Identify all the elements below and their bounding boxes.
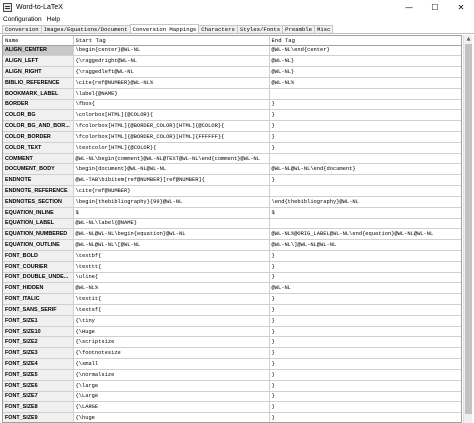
row-end-tag-cell[interactable]: }: [269, 250, 462, 261]
table-row[interactable]: [3, 110, 462, 121]
row-start-tag-cell[interactable]: {\footnotesize: [73, 348, 269, 359]
close-icon[interactable]: ✕: [457, 2, 465, 12]
table-row[interactable]: [3, 142, 462, 153]
table-row[interactable]: [3, 240, 462, 251]
table-row[interactable]: [3, 132, 462, 143]
table-row[interactable]: [3, 261, 462, 272]
row-name-cell[interactable]: ALIGN_LEFT: [3, 56, 73, 67]
row-name-cell[interactable]: ALIGN_RIGHT: [3, 67, 73, 78]
row-start-tag-cell[interactable]: {\small: [73, 359, 269, 370]
table-row[interactable]: [3, 391, 462, 402]
column-header-end-tag[interactable]: End Tag: [269, 36, 462, 45]
row-start-tag-cell[interactable]: {\large: [73, 380, 269, 391]
column-header-name[interactable]: Name: [3, 36, 73, 45]
scroll-up-arrow-icon[interactable]: ▲: [466, 36, 471, 42]
row-end-tag-cell[interactable]: }: [269, 261, 462, 272]
tab-bar: [0, 25, 474, 34]
tab-styles-fonts[interactable]: Styles/Fonts: [237, 25, 283, 33]
row-start-tag-cell[interactable]: @WL-NL%: [73, 283, 269, 294]
row-name-cell[interactable]: COLOR_BORDER: [3, 132, 73, 143]
tab-misc[interactable]: Misc: [314, 25, 333, 33]
row-start-tag-cell[interactable]: \begin{center}@WL-NL: [73, 45, 269, 56]
row-name-cell[interactable]: EQUATION_LABEL: [3, 218, 73, 229]
row-start-tag-cell[interactable]: {\raggedleft@WL-NL: [73, 67, 269, 78]
table-body: [3, 45, 462, 423]
row-end-tag-cell[interactable]: }: [269, 272, 462, 283]
row-start-tag-cell[interactable]: \uline{: [73, 272, 269, 283]
maximize-icon[interactable]: ☐: [431, 2, 439, 12]
row-name-cell[interactable]: FONT_SIZE2: [3, 337, 73, 348]
row-end-tag-cell[interactable]: }: [269, 99, 462, 110]
row-name-cell[interactable]: FONT_ITALIC: [3, 294, 73, 305]
row-start-tag-cell[interactable]: \textit{: [73, 294, 269, 305]
table-row[interactable]: [3, 326, 462, 337]
row-start-tag-cell[interactable]: \textcolor[HTML]{@COLOR}{: [73, 142, 269, 153]
row-start-tag-cell[interactable]: \fcolorbox[HTML]{@BORDER_COLOR}[HTML]{@COLOR}{: [73, 121, 269, 132]
table-row[interactable]: [3, 359, 462, 370]
row-name-cell[interactable]: FONT_SANS_SERIF: [3, 305, 73, 316]
table-row[interactable]: [3, 175, 462, 186]
table-row[interactable]: [3, 380, 462, 391]
row-start-tag-cell[interactable]: \colorbox[HTML]{@COLOR}{: [73, 110, 269, 121]
row-name-cell[interactable]: BORDER: [3, 99, 73, 110]
row-end-tag-cell[interactable]: [269, 218, 462, 229]
row-end-tag-cell[interactable]: }: [269, 380, 462, 391]
table-row[interactable]: [3, 164, 462, 175]
row-start-tag-cell[interactable]: \fcolorbox[HTML]{@BORDER_COLOR}[HTML]{FFFFFF}{: [73, 132, 269, 143]
row-start-tag-cell[interactable]: {\raggedright@WL-NL: [73, 56, 269, 67]
tab-images-equations-document[interactable]: Images/Equations/Document: [41, 25, 131, 33]
row-start-tag-cell[interactable]: {\Large: [73, 391, 269, 402]
row-name-cell[interactable]: EQUATION_INLINE: [3, 207, 73, 218]
row-end-tag-cell[interactable]: }: [269, 337, 462, 348]
row-name-cell[interactable]: FONT_SIZE9: [3, 413, 73, 423]
table-row[interactable]: [3, 337, 462, 348]
row-start-tag-cell[interactable]: {\tiny: [73, 315, 269, 326]
row-end-tag-cell[interactable]: [269, 153, 462, 164]
row-start-tag-cell[interactable]: @WL-NL\begin{comment}@WL-NL@TEXT@WL-NL\end{comment}@WL-NL: [73, 153, 269, 164]
menu-configuration[interactable]: Configuration: [3, 15, 42, 23]
row-start-tag-cell[interactable]: \begin{thebibliography}{99}@WL-NL: [73, 196, 269, 207]
row-name-cell[interactable]: DOCUMENT_BODY: [3, 164, 73, 175]
row-name-cell[interactable]: BOOKMARK_LABEL: [3, 88, 73, 99]
row-name-cell[interactable]: FONT_SIZE3: [3, 348, 73, 359]
row-name-cell[interactable]: FONT_SIZE4: [3, 359, 73, 370]
table-row[interactable]: [3, 283, 462, 294]
table-row[interactable]: [3, 229, 462, 240]
row-name-cell[interactable]: EQUATION_NUMBERED: [3, 229, 73, 240]
row-end-tag-cell[interactable]: }: [269, 315, 462, 326]
row-start-tag-cell[interactable]: {\scriptsize: [73, 337, 269, 348]
row-end-tag-cell[interactable]: @WL-NL: [269, 283, 462, 294]
row-start-tag-cell[interactable]: {\huge: [73, 413, 269, 423]
row-name-cell[interactable]: ENDNOTE: [3, 175, 73, 186]
row-name-cell[interactable]: ALIGN_CENTER: [3, 45, 73, 56]
window-title: Word-to-LaTeX: [16, 3, 63, 11]
row-end-tag-cell[interactable]: }: [269, 121, 462, 132]
row-end-tag-cell[interactable]: }: [269, 132, 462, 143]
table-row[interactable]: [3, 121, 462, 132]
table-row[interactable]: [3, 45, 462, 56]
table-row[interactable]: [3, 305, 462, 316]
table-row[interactable]: [3, 272, 462, 283]
table-row[interactable]: [3, 402, 462, 413]
table-row[interactable]: [3, 99, 462, 110]
row-end-tag-cell[interactable]: @WL-NL}: [269, 56, 462, 67]
app-icon: [3, 3, 12, 12]
row-end-tag-cell[interactable]: }: [269, 413, 462, 423]
row-end-tag-cell[interactable]: @WL-NL%: [269, 77, 462, 88]
table-row[interactable]: [3, 153, 462, 164]
row-name-cell[interactable]: FONT_SIZE8: [3, 402, 73, 413]
row-end-tag-cell[interactable]: }: [269, 110, 462, 121]
column-header-start-tag[interactable]: Start Tag: [73, 36, 269, 45]
row-start-tag-cell[interactable]: {\LARGE: [73, 402, 269, 413]
mappings-table: [3, 36, 462, 423]
mappings-grid: [2, 35, 462, 423]
row-name-cell[interactable]: ENDNOTE_REFERENCE: [3, 186, 73, 197]
window-controls: [396, 0, 474, 14]
scrollbar-thumb[interactable]: [465, 44, 472, 414]
table-row[interactable]: [3, 88, 462, 99]
table-row[interactable]: [3, 186, 462, 197]
title-bar: [0, 0, 474, 14]
row-start-tag-cell[interactable]: @WL-NL\label{@NAME}: [73, 218, 269, 229]
row-name-cell[interactable]: COMMENT: [3, 153, 73, 164]
row-end-tag-cell[interactable]: }: [269, 305, 462, 316]
table-row[interactable]: [3, 218, 462, 229]
row-start-tag-cell[interactable]: \cite{ref@NUMBER}@WL-NL%: [73, 77, 269, 88]
row-end-tag-cell[interactable]: @WL-NL}: [269, 67, 462, 78]
row-start-tag-cell[interactable]: {\Huge: [73, 326, 269, 337]
row-start-tag-cell[interactable]: @WL-TAB\bibitem{ref@NUMBER}[ref@NUMBER]{: [73, 175, 269, 186]
row-start-tag-cell[interactable]: $: [73, 207, 269, 218]
row-name-cell[interactable]: FONT_SIZE5: [3, 369, 73, 380]
table-header-row: [3, 36, 462, 45]
row-end-tag-cell[interactable]: }: [269, 294, 462, 305]
row-end-tag-cell[interactable]: }: [269, 348, 462, 359]
table-row[interactable]: [3, 315, 462, 326]
vertical-scrollbar[interactable]: [463, 35, 472, 423]
row-end-tag-cell[interactable]: @WL-NL%@ORIG_LABEL@WL-NL\end{equation}@WL-NL@WL-NL: [269, 229, 462, 240]
row-name-cell[interactable]: ENDNOTES_SECTION: [3, 196, 73, 207]
row-end-tag-cell[interactable]: }: [269, 402, 462, 413]
row-end-tag-cell[interactable]: }: [269, 142, 462, 153]
row-end-tag-cell[interactable]: @WL-NL@WL-NL\end{document}: [269, 164, 462, 175]
row-name-cell[interactable]: FONT_SIZE10: [3, 326, 73, 337]
table-row[interactable]: [3, 196, 462, 207]
minimize-icon[interactable]: —: [405, 2, 413, 12]
row-end-tag-cell[interactable]: }: [269, 175, 462, 186]
tab-conversion[interactable]: Conversion: [2, 25, 42, 33]
row-name-cell[interactable]: COLOR_TEXT: [3, 142, 73, 153]
table-row[interactable]: [3, 413, 462, 423]
row-end-tag-cell[interactable]: @WL-NL\]@WL-NL@WL-NL: [269, 240, 462, 251]
row-name-cell[interactable]: COLOR_BG: [3, 110, 73, 121]
row-start-tag-cell[interactable]: \label{@NAME}: [73, 88, 269, 99]
row-name-cell[interactable]: EQUATION_OUTLINE: [3, 240, 73, 251]
row-end-tag-cell[interactable]: $: [269, 207, 462, 218]
row-start-tag-cell[interactable]: \cite{ref@NUMBER}: [73, 186, 269, 197]
table-row[interactable]: [3, 369, 462, 380]
row-name-cell[interactable]: FONT_SIZE6: [3, 380, 73, 391]
table-row[interactable]: [3, 67, 462, 78]
row-end-tag-cell[interactable]: }: [269, 391, 462, 402]
tab-conversion-mappings[interactable]: Conversion Mappings: [130, 24, 200, 33]
row-end-tag-cell[interactable]: [269, 88, 462, 99]
row-name-cell[interactable]: FONT_SIZE7: [3, 391, 73, 402]
table-row[interactable]: [3, 56, 462, 67]
row-start-tag-cell[interactable]: @WL-NL@WL-NL\[@WL-NL: [73, 240, 269, 251]
row-start-tag-cell[interactable]: \texttt{: [73, 261, 269, 272]
table-row[interactable]: [3, 207, 462, 218]
table-row[interactable]: [3, 294, 462, 305]
row-end-tag-cell[interactable]: @WL-NL\end{center}: [269, 45, 462, 56]
row-name-cell[interactable]: FONT_DOUBLE_UNDE...: [3, 272, 73, 283]
row-end-tag-cell[interactable]: }: [269, 359, 462, 370]
row-end-tag-cell[interactable]: }: [269, 326, 462, 337]
table-row[interactable]: [3, 250, 462, 261]
tab-preamble[interactable]: Preamble: [282, 25, 315, 33]
table-row[interactable]: [3, 348, 462, 359]
menu-bar: [0, 14, 474, 24]
row-end-tag-cell[interactable]: \end{thebibliography}@WL-NL: [269, 196, 462, 207]
row-start-tag-cell[interactable]: \textbf{: [73, 250, 269, 261]
row-start-tag-cell[interactable]: \begin{document}@WL-NL@WL-NL: [73, 164, 269, 175]
row-name-cell[interactable]: FONT_SIZE1: [3, 315, 73, 326]
row-start-tag-cell[interactable]: \fbox{: [73, 99, 269, 110]
tab-characters[interactable]: Characters: [198, 25, 238, 33]
row-start-tag-cell[interactable]: @WL-NL@WL-NL\begin{equation}@WL-NL: [73, 229, 269, 240]
row-name-cell[interactable]: COLOR_BG_AND_BOR...: [3, 121, 73, 132]
row-start-tag-cell[interactable]: \textsf{: [73, 305, 269, 316]
row-end-tag-cell[interactable]: [269, 186, 462, 197]
row-end-tag-cell[interactable]: }: [269, 369, 462, 380]
row-name-cell[interactable]: BIBLIO_REFERENCE: [3, 77, 73, 88]
table-row[interactable]: [3, 77, 462, 88]
menu-help[interactable]: Help: [46, 15, 61, 23]
row-start-tag-cell[interactable]: {\normalsize: [73, 369, 269, 380]
row-name-cell[interactable]: FONT_COURIER: [3, 261, 73, 272]
row-name-cell[interactable]: FONT_BOLD: [3, 250, 73, 261]
row-name-cell[interactable]: FONT_HIDDEN: [3, 283, 73, 294]
